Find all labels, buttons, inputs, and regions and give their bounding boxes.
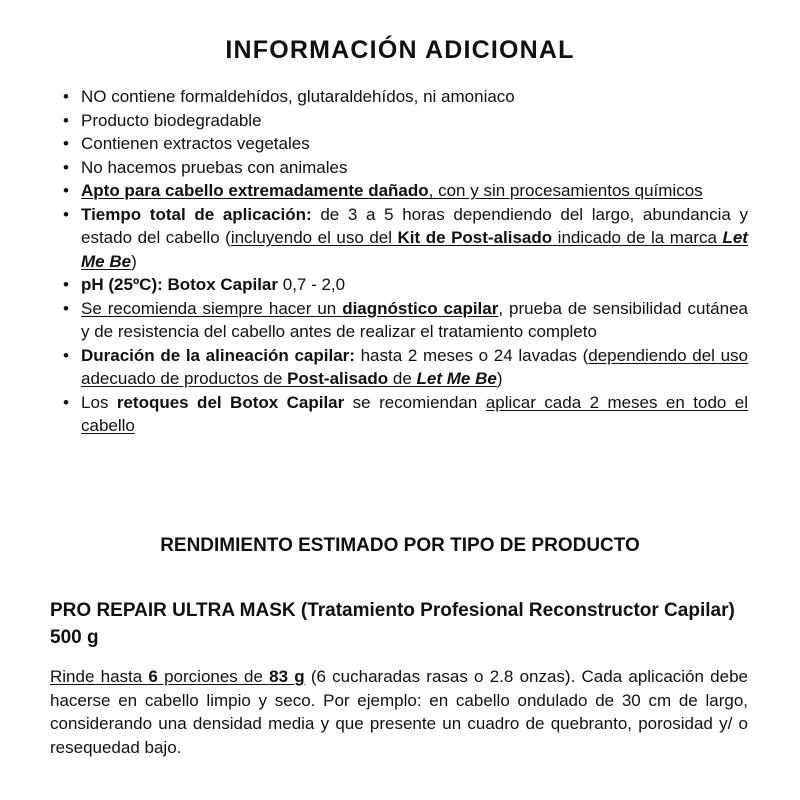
- item-bold: Apto para cabello extremadamente dañado: [81, 181, 429, 200]
- item-text: , prueba de sensibilidad cutánea y de resistencia del cabello antes de realizar el tratamiento completo: [81, 298, 748, 341]
- list-item: [60, 109, 748, 133]
- bullet-icon: •: [63, 298, 69, 318]
- list-item: [60, 391, 748, 438]
- list-item: [60, 344, 748, 391]
- item-text: de 3 a 5 horas dependiendo del largo, abundancia y estado del cabello (: [81, 204, 748, 247]
- item-text: se recomiendan: [344, 392, 486, 412]
- list-item: [60, 273, 748, 297]
- bullet-icon: •: [63, 345, 69, 365]
- para-text: (6 cucharadas rasas o 2.8 onzas). Cada aplicación debe hacerse en cabello limpio y seco. Por ejemplo: en cabello ondulado de 30 cm de largo, considerando una densidad media y que presente un cuadro de quebranto, porosidad y/ o resequedad bajo.: [50, 667, 748, 757]
- bullet-icon: •: [63, 204, 69, 224]
- item-text: Los: [81, 392, 117, 412]
- product-title: PRO REPAIR ULTRA MASK (Tratamiento Profesional Reconstructor Capilar) 500 g: [50, 600, 735, 648]
- brand-name: Let Me Be: [81, 228, 748, 271]
- item-text: dependiendo del uso adecuado de productos de: [81, 345, 748, 388]
- item-text: 0,7 - 2,0: [278, 275, 346, 294]
- page-title: INFORMACIÓN ADICIONAL: [225, 36, 575, 64]
- item-text: de: [388, 369, 417, 388]
- info-list: [60, 85, 748, 438]
- list-item: [60, 297, 748, 344]
- section-title: RENDIMIENTO ESTIMADO POR TIPO DE PRODUCTO: [160, 535, 640, 556]
- list-item: [60, 85, 748, 109]
- item-text: No hacemos pruebas con animales: [81, 157, 348, 177]
- item-text: ): [131, 251, 137, 271]
- bullet-icon: •: [63, 87, 69, 106]
- list-item: [60, 156, 748, 180]
- item-underlined: aplicar cada 2 meses en todo el cabello: [81, 392, 749, 435]
- item-text: Se recomienda siempre hacer un: [81, 298, 343, 318]
- item-text: Producto biodegradable: [81, 110, 262, 130]
- item-bold: Kit de Post-alisado: [397, 228, 553, 247]
- bullet-icon: •: [63, 110, 69, 130]
- portion-count: 6: [148, 667, 158, 686]
- item-text: indicado de la marca: [552, 228, 723, 247]
- product-description: [50, 665, 748, 759]
- item-label: pH (25ºC): Botox Capilar: [81, 275, 279, 294]
- para-text: Rinde hasta: [50, 667, 149, 686]
- item-text: ): [496, 369, 503, 388]
- list-item: [60, 179, 748, 203]
- item-text: hasta 2 meses o 24 lavadas (: [354, 345, 589, 365]
- bullet-icon: •: [63, 275, 69, 294]
- item-text: incluyendo el uso del: [230, 228, 398, 247]
- bullet-icon: •: [63, 181, 69, 200]
- item-bold: diagnóstico capilar: [342, 298, 499, 318]
- item-text: , con y sin procesamientos químicos: [428, 181, 703, 200]
- bullet-icon: •: [63, 157, 69, 177]
- portion-size: 83 g: [269, 667, 305, 686]
- item-label: Duración de la alineación capilar:: [81, 345, 355, 365]
- item-bold: Post-alisado: [287, 369, 389, 388]
- item-text: Contienen extractos vegetales: [81, 134, 310, 153]
- item-text: NO contiene formaldehídos, glutaraldehídos, ni amoniaco: [81, 87, 515, 106]
- bullet-icon: •: [63, 392, 69, 412]
- brand-name: Let Me Be: [416, 369, 497, 388]
- item-label: Tiempo total de aplicación:: [81, 204, 312, 224]
- bullet-icon: •: [63, 134, 69, 153]
- list-item: [60, 132, 748, 156]
- item-bold: retoques del Botox Capilar: [116, 392, 345, 412]
- list-item: [60, 203, 748, 274]
- para-text: porciones de: [157, 667, 270, 686]
